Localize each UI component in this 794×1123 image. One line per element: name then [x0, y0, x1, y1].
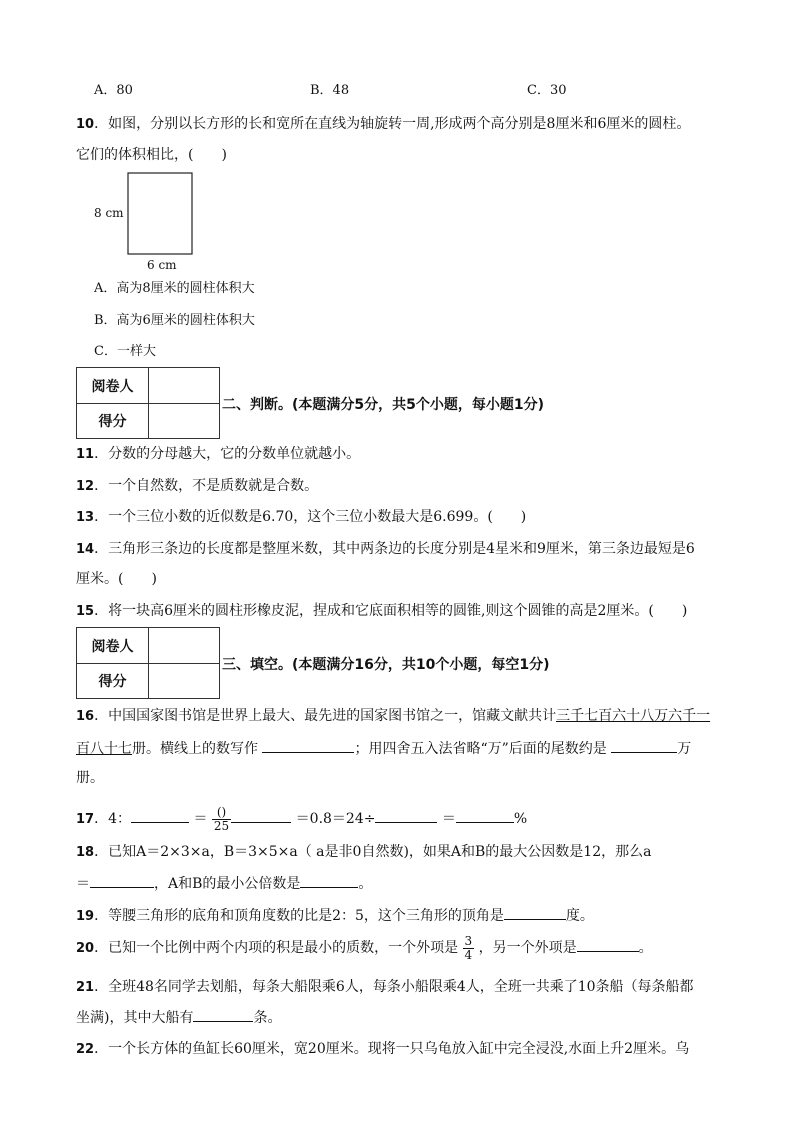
q10-option-a: A．高为8厘米的圆柱体积大: [94, 281, 255, 296]
score-cell: [149, 404, 219, 438]
q15: 15．将一块高6厘米的圆柱形橡皮泥，捏成和它底面积相等的圆锥,则这个圆锥的高是2厘米。( ): [76, 603, 688, 619]
q10-option-b: B．高为6厘米的圆柱体积大: [94, 313, 255, 328]
grader-table-1: [76, 367, 220, 439]
reviewer-cell: [149, 368, 219, 404]
q18-line2: ＝ ，A和B的最小公倍数是 。: [76, 873, 372, 894]
grader-table-2: [76, 627, 220, 699]
q16-line2: 百八十七册。横线上的数写作 ；用四舍五入法省略“万”后面的尾数约是 万: [76, 738, 691, 759]
reviewer-label: 阅卷人: [77, 368, 149, 404]
q18-blank-2[interactable]: [300, 873, 358, 888]
q21-line2: 坐满)，其中大船有 条。: [76, 1007, 281, 1028]
section3-title: 三、填空。(本题满分16分，共10个小题，每空1分): [222, 657, 550, 673]
q16-blank-1[interactable]: [262, 738, 354, 753]
q18-blank-1[interactable]: [90, 873, 154, 888]
section2-title: 二、判断。(本题满分5分，共5个小题，每小题1分): [222, 397, 545, 413]
q10-option-c: C．一样大: [94, 344, 156, 359]
q10-number: 10: [76, 117, 95, 132]
q19-blank[interactable]: [504, 905, 566, 920]
figure-width-label: 6 cm: [147, 258, 177, 272]
q9-option-c: C．30: [527, 83, 567, 98]
rectangle-shape: [128, 173, 192, 254]
figure-height-label: 8 cm: [94, 206, 124, 220]
q19: 19．等腰三角形的底角和顶角度数的比是2：5，这个三角形的顶角是 度。: [76, 905, 594, 927]
q20-fraction: $\frac{3}{4}$: [464, 933, 473, 962]
q16-blank-2[interactable]: [611, 738, 677, 753]
q17: 17．4： ＝ $\frac{()}{25}$ ＝0.8＝24÷ ＝ %: [76, 804, 528, 833]
reviewer-cell: [149, 628, 219, 664]
score-cell: [149, 664, 219, 698]
q9-option-a: A．80: [94, 83, 133, 98]
q9-option-b: B．48: [310, 83, 350, 98]
q20: 20．已知一个比例中两个内项的积是最小的质数，一个外项是 $\frac{3}{4}$ ，另一个外项是 。: [76, 933, 653, 962]
q10-line2: 它们的体积相比，( ): [76, 147, 227, 163]
q12: 12．一个自然数，不是质数就是合数。: [76, 478, 319, 494]
q21-line1: 21．全班48名同学去划船，每条大船限乘6人，每条小船限乘4人，全班一共乘了10条船（每条船都: [76, 979, 694, 995]
q17-blank-2[interactable]: [231, 808, 291, 823]
q22: 22．一个长方体的鱼缸长60厘米，宽20厘米。现将一只乌龟放入缸中完全浸没,水面上升2厘米。乌: [76, 1041, 690, 1057]
q14-line2: 厘米。( ): [76, 571, 157, 587]
q16-line3: 册。: [76, 770, 104, 786]
q17-blank-4[interactable]: [456, 808, 514, 823]
q13: 13．一个三位小数的近似数是6.70，这个三位小数最大是6.699。( ): [76, 509, 527, 525]
q10-line1: 10．如图，分别以长方形的长和宽所在直线为轴旋转一周,形成两个高分别是8厘米和6厘米的圆柱。: [76, 116, 691, 132]
score-label: 得分: [77, 664, 149, 698]
q11: 11．分数的分母越大，它的分数单位就越小。: [76, 446, 361, 462]
q17-blank-3[interactable]: [375, 808, 437, 823]
q16-line1: 16．中国国家图书馆是世界上最大、最先进的国家图书馆之一，馆藏文献共计三千七百六十八万六千一: [76, 708, 711, 724]
score-label: 得分: [77, 404, 149, 438]
reviewer-label: 阅卷人: [77, 628, 149, 664]
q18-line1: 18．已知A＝2×3×a，B＝3×5×a（ a是非0自然数)，如果A和B的最大公因数是12，那么a: [76, 844, 652, 860]
q17-blank-1[interactable]: [131, 808, 189, 823]
q21-blank[interactable]: [193, 1007, 253, 1022]
q20-blank[interactable]: [577, 937, 639, 952]
q17-fraction: $\frac{()}{25}$: [213, 804, 230, 833]
q14-line1: 14．三角形三条边的长度都是整厘米数，其中两条边的长度分别是4星米和9厘米，第三条边最短是6: [76, 541, 695, 557]
